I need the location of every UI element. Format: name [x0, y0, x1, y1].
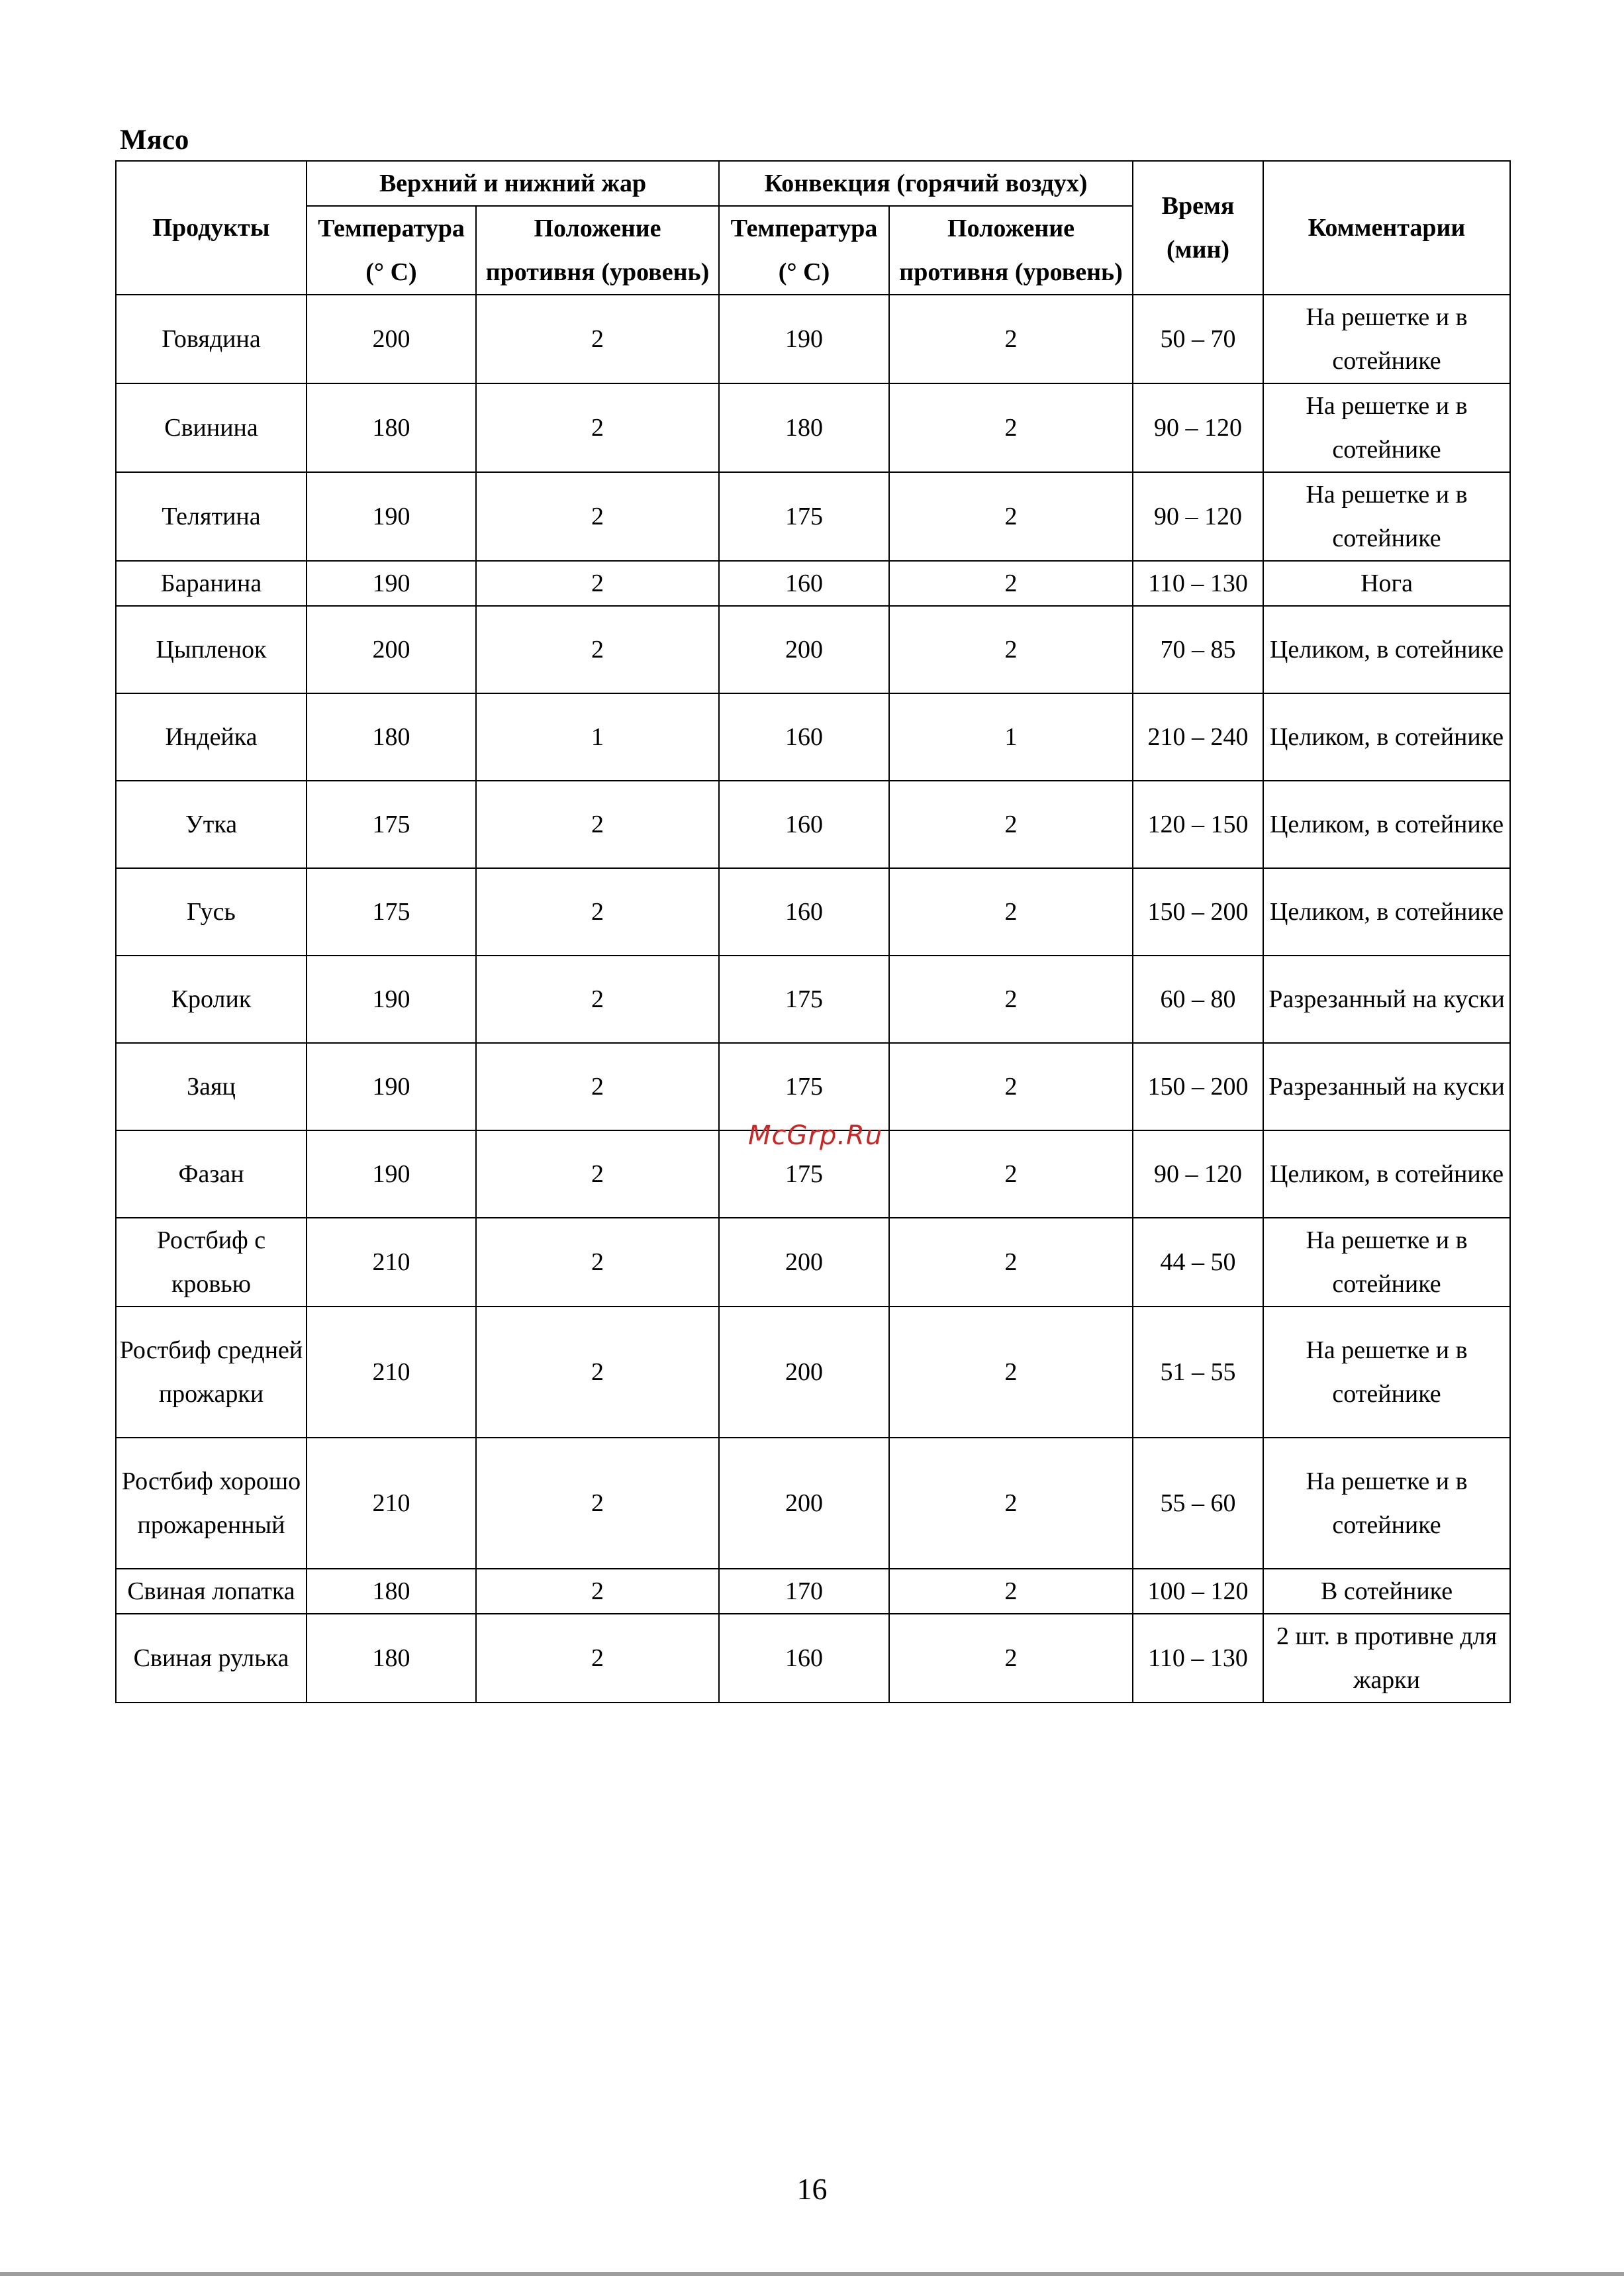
- time-cell: 100 – 120: [1133, 1569, 1263, 1614]
- conv-temperature-cell: 175: [719, 1043, 889, 1130]
- tb-level-cell: 2: [476, 956, 719, 1043]
- conv-temperature-cell: 200: [719, 1307, 889, 1438]
- time-cell: 150 – 200: [1133, 868, 1263, 956]
- comment-cell: На решетке и в сотейнике: [1263, 383, 1510, 472]
- conv-temperature-cell: 190: [719, 295, 889, 383]
- product-cell: Цыпленок: [116, 606, 307, 693]
- tb-level-cell: 2: [476, 1130, 719, 1218]
- comment-cell: На решетке и в сотейнике: [1263, 295, 1510, 383]
- table-row: [116, 561, 1510, 606]
- conv-temperature-cell: 200: [719, 1218, 889, 1307]
- meat-cooking-table: [115, 160, 1511, 1703]
- tb-level-cell: 2: [476, 1307, 719, 1438]
- conv-level-cell: 2: [889, 868, 1133, 956]
- tb-level-cell: 2: [476, 1218, 719, 1307]
- header-comments: Комментарии: [1263, 161, 1510, 295]
- conv-level-cell: 2: [889, 383, 1133, 472]
- table-row: [116, 693, 1510, 781]
- tb-temperature-cell: 190: [307, 956, 476, 1043]
- table-row: [116, 1438, 1510, 1569]
- tb-temperature-cell: 210: [307, 1438, 476, 1569]
- comment-cell: 2 шт. в противне для жарки: [1263, 1614, 1510, 1703]
- tb-temperature-cell: 180: [307, 1614, 476, 1703]
- table-row: [116, 781, 1510, 868]
- product-cell: Телятина: [116, 472, 307, 561]
- product-cell: Гусь: [116, 868, 307, 956]
- conv-temperature-cell: 170: [719, 1569, 889, 1614]
- conv-level-cell: 2: [889, 1307, 1133, 1438]
- conv-level-cell: 2: [889, 1438, 1133, 1569]
- time-cell: 50 – 70: [1133, 295, 1263, 383]
- header-time: Время (мин): [1133, 161, 1263, 295]
- tb-level-cell: 2: [476, 295, 719, 383]
- tb-temperature-cell: 190: [307, 472, 476, 561]
- comment-cell: На решетке и в сотейнике: [1263, 1307, 1510, 1438]
- time-cell: 51 – 55: [1133, 1307, 1263, 1438]
- comment-cell: Разрезанный на куски: [1263, 956, 1510, 1043]
- table-row: [116, 1307, 1510, 1438]
- header-conv-tray-position: Положение противня (уровень): [889, 206, 1133, 295]
- header-tb-tray-position: Положение противня (уровень): [476, 206, 719, 295]
- comment-cell: На решетке и в сотейнике: [1263, 1218, 1510, 1307]
- product-cell: Индейка: [116, 693, 307, 781]
- table-row: [116, 868, 1510, 956]
- tb-temperature-cell: 210: [307, 1218, 476, 1307]
- tb-temperature-cell: 180: [307, 383, 476, 472]
- table-row: [116, 295, 1510, 383]
- tb-level-cell: 2: [476, 561, 719, 606]
- product-cell: Утка: [116, 781, 307, 868]
- tb-level-cell: 2: [476, 472, 719, 561]
- table-row: [116, 606, 1510, 693]
- time-cell: 55 – 60: [1133, 1438, 1263, 1569]
- product-cell: Фазан: [116, 1130, 307, 1218]
- product-cell: Заяц: [116, 1043, 307, 1130]
- tb-level-cell: 2: [476, 383, 719, 472]
- product-cell: Говядина: [116, 295, 307, 383]
- product-cell: Свиная рулька: [116, 1614, 307, 1703]
- tb-temperature-cell: 190: [307, 561, 476, 606]
- time-cell: 60 – 80: [1133, 956, 1263, 1043]
- table-row: [116, 1614, 1510, 1703]
- table-row: [116, 472, 1510, 561]
- comment-cell: Целиком, в сотейнике: [1263, 693, 1510, 781]
- conv-temperature-cell: 160: [719, 693, 889, 781]
- tb-level-cell: 2: [476, 868, 719, 956]
- comment-cell: Целиком, в сотейнике: [1263, 781, 1510, 868]
- tb-temperature-cell: 200: [307, 606, 476, 693]
- tb-level-cell: 2: [476, 606, 719, 693]
- conv-temperature-cell: 160: [719, 1614, 889, 1703]
- tb-temperature-cell: 190: [307, 1043, 476, 1130]
- header-tb-temperature: Температура (° C): [307, 206, 476, 295]
- tb-level-cell: 2: [476, 1614, 719, 1703]
- time-cell: 110 – 130: [1133, 1614, 1263, 1703]
- page-number: 16: [796, 2172, 828, 2206]
- header-convection: Конвекция (горячий воздух): [719, 161, 1133, 206]
- conv-temperature-cell: 175: [719, 472, 889, 561]
- time-cell: 90 – 120: [1133, 472, 1263, 561]
- conv-level-cell: 1: [889, 693, 1133, 781]
- conv-temperature-cell: 200: [719, 1438, 889, 1569]
- tb-level-cell: 1: [476, 693, 719, 781]
- tb-temperature-cell: 175: [307, 868, 476, 956]
- time-cell: 90 – 120: [1133, 1130, 1263, 1218]
- section-title: Мясо: [120, 124, 189, 156]
- header-conv-temperature: Температура (° C): [719, 206, 889, 295]
- conv-level-cell: 2: [889, 472, 1133, 561]
- tb-level-cell: 2: [476, 1438, 719, 1569]
- conv-temperature-cell: 175: [719, 956, 889, 1043]
- product-cell: Кролик: [116, 956, 307, 1043]
- bottom-rule: [0, 2272, 1624, 2276]
- table-row: [116, 383, 1510, 472]
- comment-cell: В сотейнике: [1263, 1569, 1510, 1614]
- product-cell: Ростбиф хорошо прожаренный: [116, 1438, 307, 1569]
- comment-cell: Нога: [1263, 561, 1510, 606]
- table-row: [116, 956, 1510, 1043]
- product-cell: Ростбиф с кровью: [116, 1218, 307, 1307]
- conv-level-cell: 2: [889, 1218, 1133, 1307]
- tb-temperature-cell: 180: [307, 693, 476, 781]
- conv-temperature-cell: 160: [719, 868, 889, 956]
- tb-temperature-cell: 175: [307, 781, 476, 868]
- product-cell: Свиная лопатка: [116, 1569, 307, 1614]
- tb-level-cell: 2: [476, 1043, 719, 1130]
- conv-temperature-cell: 200: [719, 606, 889, 693]
- header-top-bottom-heat: Верхний и нижний жар: [307, 161, 719, 206]
- comment-cell: Целиком, в сотейнике: [1263, 868, 1510, 956]
- table-body: [116, 295, 1510, 1703]
- comment-cell: Разрезанный на куски: [1263, 1043, 1510, 1130]
- time-cell: 90 – 120: [1133, 383, 1263, 472]
- conv-level-cell: 2: [889, 1130, 1133, 1218]
- conv-level-cell: 2: [889, 956, 1133, 1043]
- header-products: Продукты: [116, 161, 307, 295]
- comment-cell: На решетке и в сотейнике: [1263, 472, 1510, 561]
- tb-level-cell: 2: [476, 1569, 719, 1614]
- conv-temperature-cell: 160: [719, 561, 889, 606]
- conv-level-cell: 2: [889, 295, 1133, 383]
- product-cell: Баранина: [116, 561, 307, 606]
- product-cell: Ростбиф средней прожарки: [116, 1307, 307, 1438]
- table-row: [116, 1218, 1510, 1307]
- conv-level-cell: 2: [889, 1569, 1133, 1614]
- comment-cell: Целиком, в сотейнике: [1263, 1130, 1510, 1218]
- time-cell: 70 – 85: [1133, 606, 1263, 693]
- conv-temperature-cell: 175: [719, 1130, 889, 1218]
- time-cell: 210 – 240: [1133, 693, 1263, 781]
- tb-temperature-cell: 180: [307, 1569, 476, 1614]
- tb-temperature-cell: 200: [307, 295, 476, 383]
- table-row: [116, 1569, 1510, 1614]
- comment-cell: Целиком, в сотейнике: [1263, 606, 1510, 693]
- conv-level-cell: 2: [889, 606, 1133, 693]
- conv-level-cell: 2: [889, 1614, 1133, 1703]
- watermark: McGrp.Ru: [748, 1120, 883, 1151]
- tb-level-cell: 2: [476, 781, 719, 868]
- comment-cell: На решетке и в сотейнике: [1263, 1438, 1510, 1569]
- time-cell: 120 – 150: [1133, 781, 1263, 868]
- conv-level-cell: 2: [889, 781, 1133, 868]
- table-row: [116, 1043, 1510, 1130]
- time-cell: 110 – 130: [1133, 561, 1263, 606]
- tb-temperature-cell: 210: [307, 1307, 476, 1438]
- conv-temperature-cell: 180: [719, 383, 889, 472]
- time-cell: 44 – 50: [1133, 1218, 1263, 1307]
- time-cell: 150 – 200: [1133, 1043, 1263, 1130]
- product-cell: Свинина: [116, 383, 307, 472]
- conv-level-cell: 2: [889, 561, 1133, 606]
- tb-temperature-cell: 190: [307, 1130, 476, 1218]
- conv-level-cell: 2: [889, 1043, 1133, 1130]
- conv-temperature-cell: 160: [719, 781, 889, 868]
